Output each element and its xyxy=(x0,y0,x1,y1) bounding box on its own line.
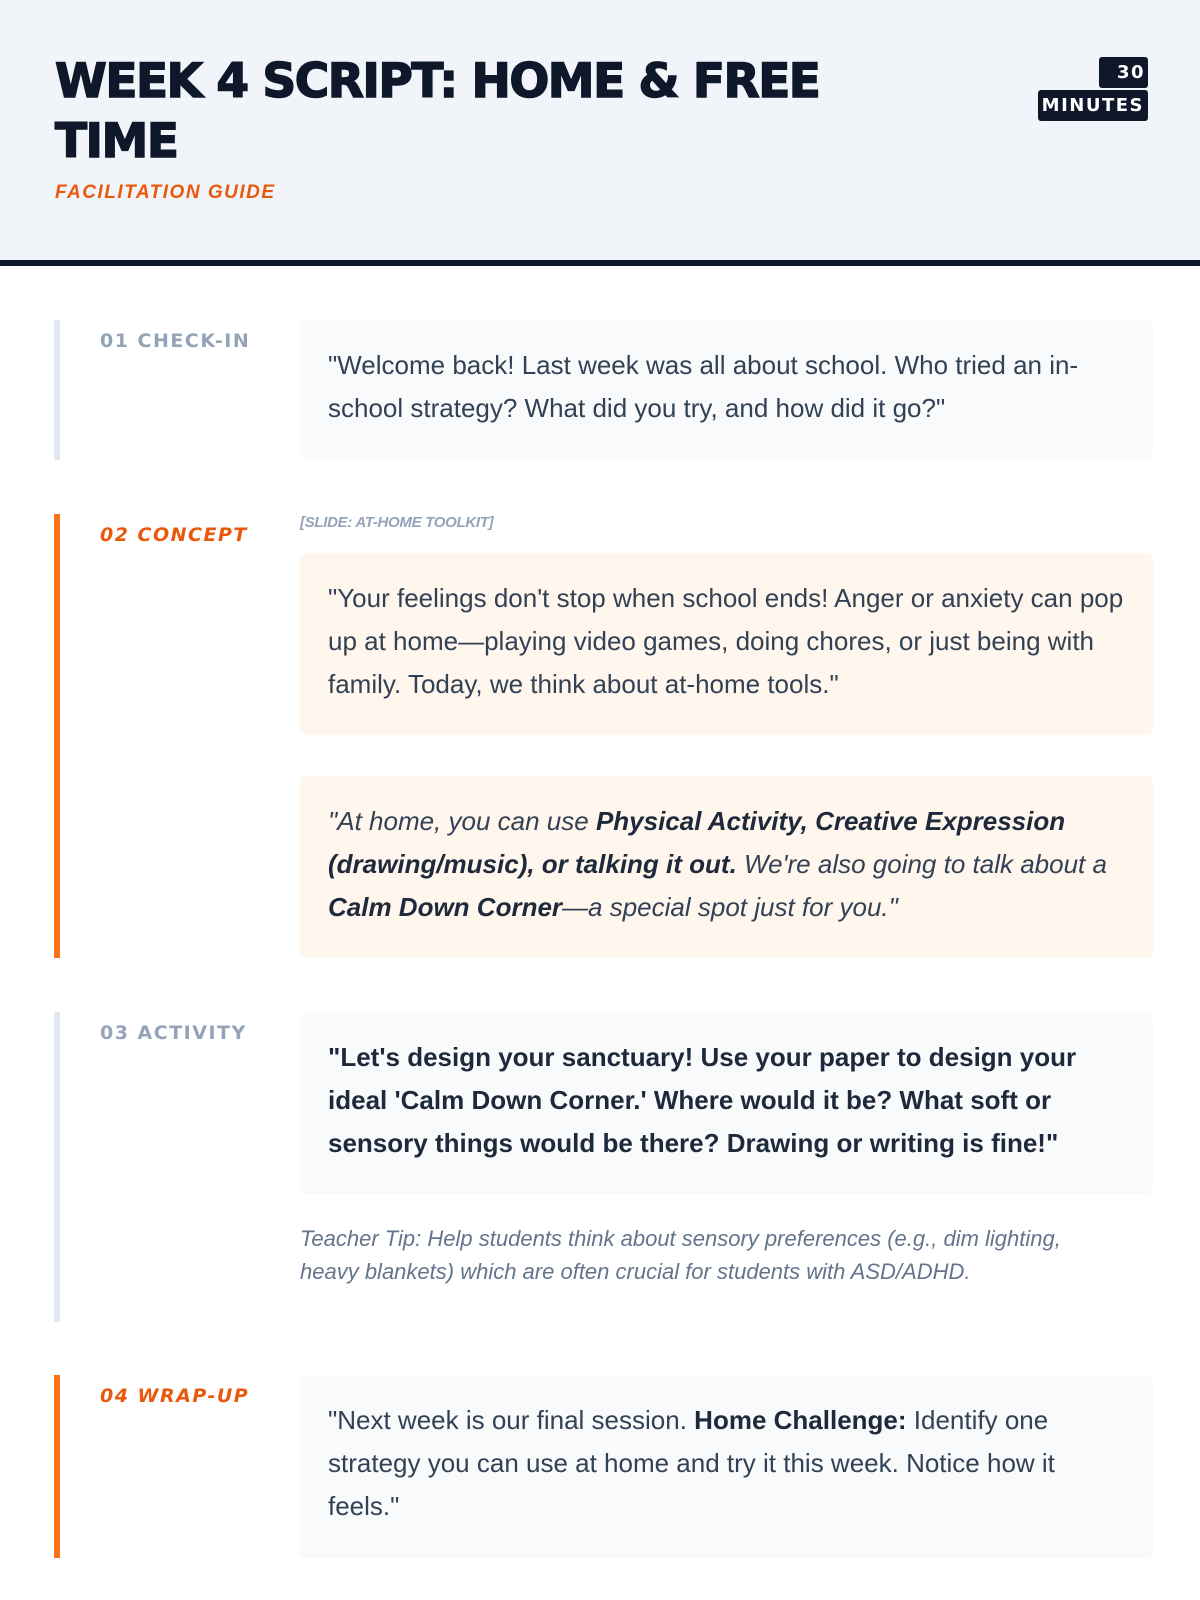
page-header xyxy=(0,0,1200,266)
page-title: WEEK 4 SCRIPT: HOME & FREE TIME xyxy=(55,54,820,169)
section-label: 03 ACTIVITY xyxy=(100,1022,247,1044)
slide-cue: [SLIDE: AT-HOME TOOLKIT] xyxy=(300,514,494,531)
emphasis: Physical Activity, Creative Expression (drawing/music), or talking it out. xyxy=(328,806,1066,879)
text: Identify one strategy you can use at home and try it this week. Notice how it feels." xyxy=(328,1405,1055,1521)
duration-unit: MINUTES xyxy=(1038,90,1148,121)
text: We're also going to talk about a xyxy=(736,849,1107,879)
section-concept xyxy=(54,514,1153,958)
section-label: 01 CHECK-IN xyxy=(100,330,251,352)
section-wrap-up xyxy=(54,1375,1153,1558)
script-box: "Your feelings don't stop when school ends! Anger or anxiety can pop up at home—playing video games, doing chores, or just being with family. Today, we think about at-home tools." xyxy=(300,553,1153,735)
teacher-tip: Teacher Tip: Help students think about sensory preferences (e.g., dim lighting, heavy blankets) which are often crucial for students with ASD/ADHD. xyxy=(300,1226,1061,1284)
script-box: "Welcome back! Last week was all about school. Who tried an in-school strategy? What did you try, and how did it go?" xyxy=(300,320,1153,460)
text: —a special spot just for you." xyxy=(562,892,898,922)
script-box-tools xyxy=(300,776,1153,958)
duration-badge xyxy=(1038,57,1148,121)
section-label: 02 CONCEPT xyxy=(100,524,248,546)
script-box xyxy=(300,1375,1153,1558)
section-activity xyxy=(54,1012,1153,1322)
duration-number: 30 xyxy=(1099,57,1148,88)
script-box: "Let's design your sanctuary! Use your paper to design your ideal 'Calm Down Corner.' Where would it be? What soft or sensory things would be there? Drawing or writing is fine!" xyxy=(300,1012,1153,1194)
text: "Next week is our final session. xyxy=(328,1405,695,1435)
emphasis: Calm Down Corner xyxy=(328,892,563,922)
section-check-in xyxy=(54,320,1153,460)
text: "At home, you can use xyxy=(328,806,596,836)
page-subtitle: FACILITATION GUIDE xyxy=(55,182,276,203)
section-label: 04 WRAP-UP xyxy=(100,1385,250,1407)
emphasis: Home Challenge: xyxy=(694,1405,907,1435)
